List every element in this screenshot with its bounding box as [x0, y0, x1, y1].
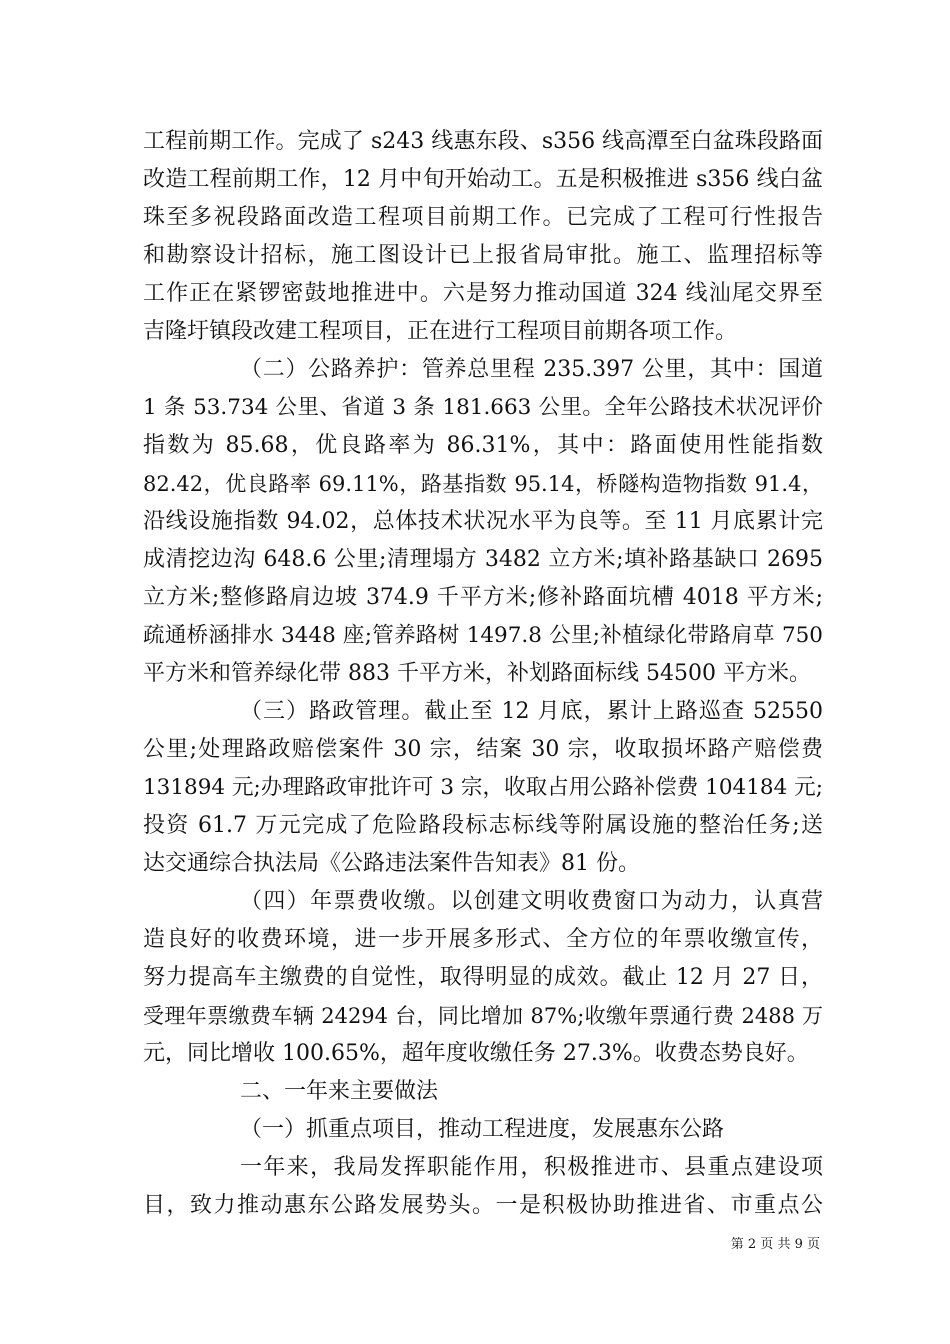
section-road-admin-start: （三）路政管理。截止至 12 月底，累计上路巡查 52550: [240, 699, 823, 724]
body-line: 工作正在紧锣密鼓地推进中。六是努力推动国道 324 线汕尾交界至: [143, 281, 823, 306]
body-line: 目，致力推动惠东公路发展势头。一是积极协助推进省、市重点公: [143, 1193, 823, 1218]
body-line: 平方米和管养绿化带 883 千平方米，补划路面标线 54500 平方米。: [143, 661, 811, 686]
subsection-heading: （一）抓重点项目，推动工程进度，发展惠东公路: [240, 1117, 725, 1142]
page-number: 第 2 页 共 9 页: [730, 1237, 820, 1252]
body-line: 指数为 85.68，优良路率为 86.31%，其中：路面使用性能指数: [143, 433, 823, 458]
body-line: 受理年票缴费车辆 24294 台，同比增加 87%;收缴年票通行费 2488 万: [143, 1004, 823, 1028]
body-line: 工程前期工作。完成了 s243 线惠东段、s356 线高潭至白盆珠段路面: [143, 129, 823, 154]
section-maintenance-start: （二）公路养护：管养总里程 235.397 公里，其中：国道: [240, 357, 823, 382]
body-line: 达交通综合执法局《公路违法案件告知表》81 份。: [143, 851, 640, 876]
section-heading: 二、一年来主要做法: [240, 1079, 439, 1104]
section-toll-start: （四）年票费收缴。以创建文明收费窗口为动力，认真营: [240, 889, 823, 914]
body-line: 珠至多祝段路面改造工程项目前期工作。已完成了工程可行性报告: [143, 205, 823, 230]
body-line: 努力提高车主缴费的自觉性，取得明显的成效。截止 12 月 27 日，: [143, 965, 823, 990]
body-line: 1 条 53.734 公里、省道 3 条 181.663 公里。全年公路技术状况评价: [143, 395, 823, 420]
body-line: 疏通桥涵排水 3448 座;管养路树 1497.8 公里;补植绿化带路肩草 750: [143, 623, 823, 648]
body-line: 沿线设施指数 94.02，总体技术状况水平为良等。至 11 月底累计完: [143, 509, 823, 534]
body-line: 82.42，优良路率 69.11%，路基指数 95.14，桥隧构造物指数 91.4，: [143, 472, 823, 496]
body-line: 改造工程前期工作，12 月中旬开始动工。五是积极推进 s356 线白盆: [143, 167, 823, 192]
body-line: 和勘察设计招标，施工图设计已上报省局审批。施工、监理招标等: [143, 243, 823, 268]
body-line: 成清挖边沟 648.6 公里;清理塌方 3482 立方米;填补路基缺口 2695: [143, 547, 823, 572]
body-line: 投资 61.7 万元完成了危险路段标志标线等附属设施的整治任务;送: [143, 813, 823, 838]
body-line: 131894 元;办理路政审批许可 3 宗，收取占用公路补偿费 104184 元;: [143, 775, 823, 800]
body-line: 元，同比增收 100.65%，超年度收缴任务 27.3%。收费态势良好。: [143, 1041, 809, 1066]
body-line: 吉隆圩镇段改建工程项目，正在进行工程项目前期各项工作。: [143, 319, 738, 344]
body-line: 公里;处理路政赔偿案件 30 宗，结案 30 宗，收取损坏路产赔偿费: [143, 737, 823, 762]
paragraph-start: 一年来，我局发挥职能作用，积极推进市、县重点建设项: [240, 1155, 823, 1180]
body-line: 立方米;整修路肩边坡 374.9 千平方米;修补路面坑槽 4018 平方米;: [143, 585, 823, 610]
body-line: 造良好的收费环境，进一步开展多形式、全方位的年票收缴宣传，: [143, 927, 823, 952]
